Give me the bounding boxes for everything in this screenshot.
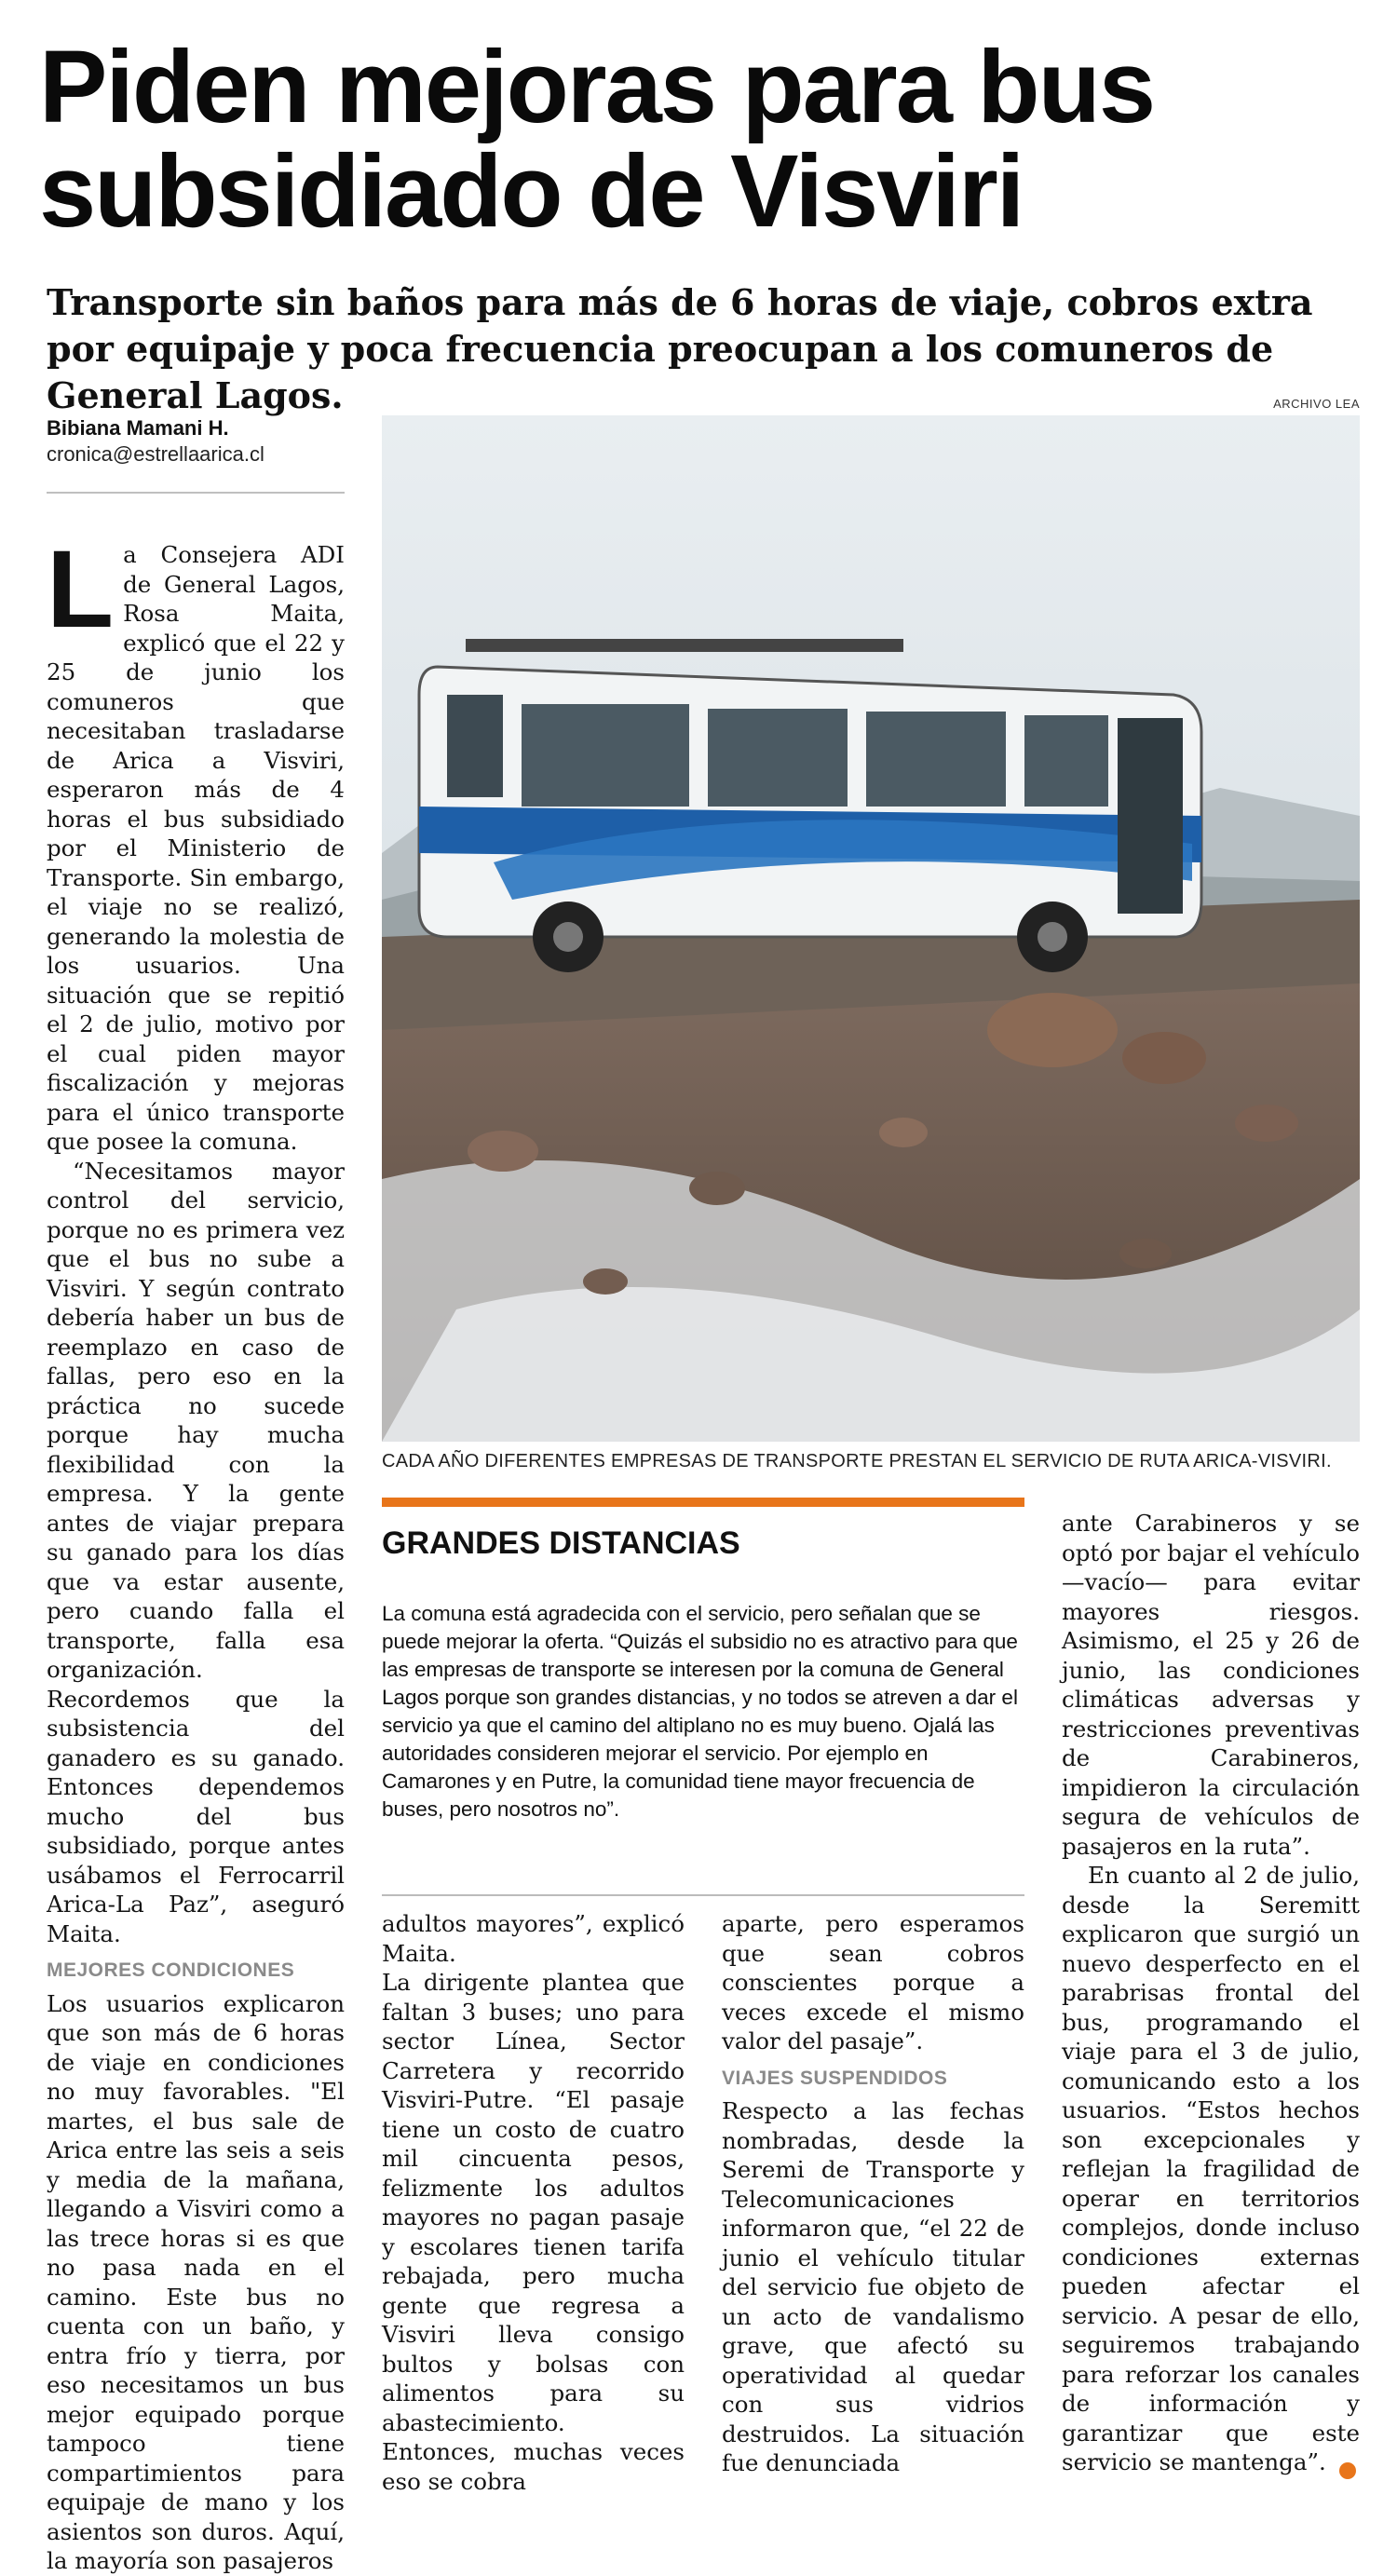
headline: Piden mejoras para bus subsidiado de Visviri (39, 30, 1154, 249)
byline-divider (47, 492, 345, 494)
section-accent-bar (382, 1498, 1024, 1507)
paragraph: En cuanto al 2 de julio, desde la Seremitt explicaron que surgió un nuevo desperfecto en el parabrisas frontal del bus, programando el viaje para el 3 de julio, comunicando esto a los usuarios. “Estos hechos son excepcionales y reflejan la fragilidad de operar en territorios complejos, donde incluso condiciones externas pueden afectar el servicio. A pesar de ello, seguiremos trabajando para reforzar los canales de información y garantizar que este servicio se mantenga”. (1062, 1862, 1360, 2475)
drop-cap: L (47, 528, 115, 651)
article-column-1 (47, 528, 345, 2576)
byline (47, 415, 354, 468)
bus-photo-illustration (382, 415, 1360, 1442)
paragraph: aparte, pero esperamos que sean cobros conscientes porque a veces excede el mismo valor del pasaje”. (722, 1910, 1024, 2054)
end-of-article-icon (1339, 2462, 1356, 2479)
bus-photo (382, 415, 1360, 1442)
photo-caption: CADA AÑO DIFERENTES EMPRESAS DE TRANSPORTE PRESTAN EL SERVICIO DE RUTA ARICA-VISVIRI. (382, 1451, 1332, 1471)
article-column-4 (1062, 1509, 1360, 2477)
paragraph: adultos mayores”, explicó Maita. (382, 1910, 685, 1967)
section-divider (382, 1894, 1024, 1896)
paragraph: Los usuarios explicaron que son más de 6 horas de viaje en condiciones no muy favorables. "El martes, el bus sale de Arica entre las seis a seis y media de la mañana, llegando a Visviri como a las trece horas si es que no pasa nada en el camino. Este bus no cuenta con un baño, y entra frío y tierra, por eso necesitamos un bus mejor equipado porque tampoco tiene compartimientos para equipaje de mano y los asientos son duros. Aquí, la mayoría son pasajeros (47, 1989, 345, 2574)
author-email: cronica@estrellaarica.cl (47, 442, 264, 466)
section-subtitle: VIAJES SUSPENDIDOS (722, 2067, 948, 2089)
section-intro: La comuna está agradecida con el servicio, pero señalan que se puede mejorar la oferta. “Quizás el subsidio no es atractivo para que las empresas de transporte se interesen por la comuna de General Lagos porque son grandes distancias, y no todos se atreven a dar el servicio ya que el camino del altiplano no es muy bueno. Ojalá las autoridades consideren mejorar el servicio. Por ejemplo en Camarones y en Putre, la comunidad tiene mayor frecuencia de buses, pero nosotros no”. (382, 1602, 1018, 1821)
paragraph: ante Carabineros y se optó por bajar el vehículo —vacío— para evitar mayores riesgos. Asimismo, el 25 y 26 de junio, las condiciones climáticas adversas y restricciones preventivas de Carabineros, impidieron la circulación segura de vehículos de pasajeros en la ruta”. (1062, 1510, 1360, 1860)
paragraph: La dirigente plantea que faltan 3 buses; uno para sector Línea, Sector Carretera y recorrido Visviri-Putre. “El pasaje tiene un costo de cuatro mil cincuenta pesos, felizmente los adultos mayores no pagan pasaje y escolares tienen tarifa rebajada, pero mucha gente que regresa a Visviri lleva consigo bultos y bolsas con alimentos para su abastecimiento. Entonces, muchas veces eso se cobra (382, 1969, 685, 2495)
section-title: GRANDES DISTANCIAS (382, 1525, 740, 1561)
article-column-2 (382, 1909, 685, 2496)
paragraph: Respecto a las fechas nombradas, desde la Seremi de Transporte y Telecomunicaciones informaron que, “el 22 de junio el vehículo titular del servicio fue objeto de un acto de vandalismo grave, que afectó su operatividad al quedar con sus vidrios destruidos. La situación fue denunciada (722, 2097, 1024, 2476)
photo-credit: ARCHIVO LEA (1273, 397, 1360, 411)
article-column-3 (722, 1909, 1024, 2478)
paragraph: “Necesitamos mayor control del servicio, porque no es primera vez que el bus no sube a Visviri. Y según contrato debería haber un bus de reemplazo en caso de fallas, pero eso en la práctica no sucede porque hay mucha flexibilidad con la empresa. Y la gente antes de viajar prepara su ganado para los días que va estar ausente, pero cuando falla el transporte, falla esa organización. Recordemos que la subsistencia del ganadero es su ganado. Entonces dependemos mucho del bus subsidiado, porque antes usábamos el Ferrocarril Arica-La Paz”, aseguró Maita. (47, 1157, 345, 1947)
paragraph: a Consejera ADI de General Lagos, Rosa Maita, explicó que el 22 y 25 de junio los comuneros que necesitaban trasladarse de Arica a Visviri, esperaron más de 4 horas el bus subsidiado por el Ministerio de Transporte. Sin embargo, el viaje no se realizó, generando la molestia de los usuarios. Una situación que se repitió el 2 de julio, motivo por el cual piden mayor fiscalización y mejoras para el único transporte que posee la comuna. (47, 541, 345, 1155)
subheadline: Transporte sin baños para más de 6 horas de viaje, cobros extra por equipaje y poca frecuencia preocupan a los comuneros de General Lagos. (47, 281, 1313, 416)
author-name: Bibiana Mamani H. (47, 416, 229, 440)
section-subtitle: MEJORES CONDICIONES (47, 1959, 295, 1981)
